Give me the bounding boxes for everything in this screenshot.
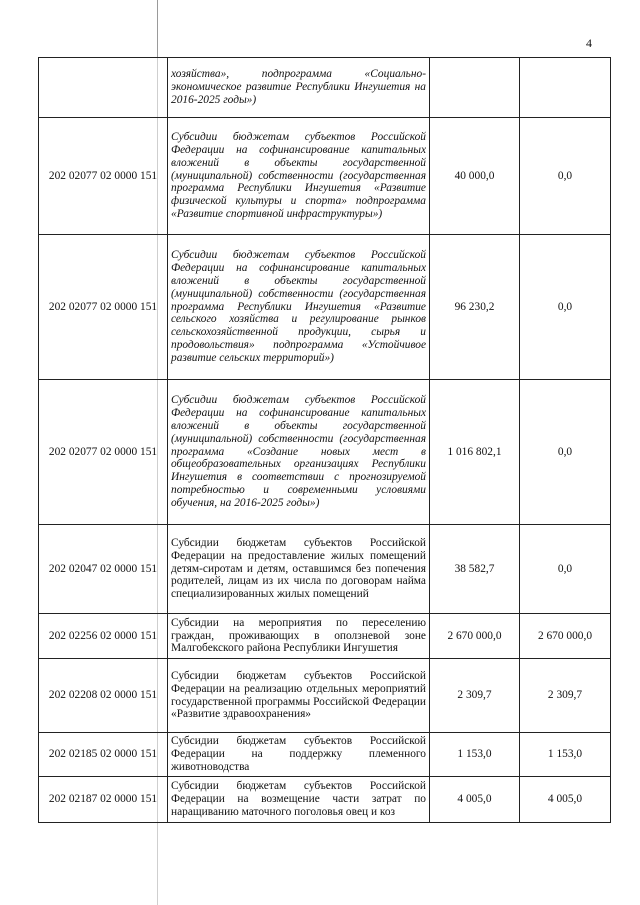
amount-cell-2: 0,0 (520, 380, 611, 525)
budget-code-cell: 202 02077 02 0000 151 (39, 380, 168, 525)
page-number: 4 (586, 36, 592, 50)
amount-cell-2: 2 670 000,0 (520, 614, 611, 659)
amount-cell-2: 4 005,0 (520, 777, 611, 823)
budget-code-cell: 202 02077 02 0000 151 (39, 118, 168, 235)
budget-code-cell: 202 02208 02 0000 151 (39, 659, 168, 733)
table-row (39, 235, 611, 380)
amount-cell-1: 40 000,0 (430, 118, 520, 235)
scan-fold-line-top (157, 0, 158, 57)
description-cell: Субсидии бюджетам субъектов Российской Федерации на предоставление жилых помещений детям-сиротам и детям, оставшимся без попечения родителей, лицам из их числа по договорам найма специализированных жилых помещений (168, 525, 430, 614)
table-row (39, 777, 611, 823)
budget-table (38, 57, 611, 823)
amount-cell-2: 0,0 (520, 525, 611, 614)
budget-code-cell: 202 02256 02 0000 151 (39, 614, 168, 659)
description-cell: Субсидии бюджетам субъектов Российской Федерации на реализацию отдельных мероприятий государственной программы Российской Федерации «Развитие здравоохранения» (168, 659, 430, 733)
amount-cell-1: 1 153,0 (430, 733, 520, 777)
amount-cell-2: 0,0 (520, 118, 611, 235)
budget-code-cell: 202 02185 02 0000 151 (39, 733, 168, 777)
table-row (39, 118, 611, 235)
amount-cell-1: 38 582,7 (430, 525, 520, 614)
table-row (39, 733, 611, 777)
description-cell: Субсидии бюджетам субъектов Российской Федерации на софинансирование капитальных вложений в объекты государственной (муниципальной) собственности (государственная программа Республики Ингушетия «Развитие физической культуры и спорта» подпрограмма «Развитие спортивной инфраструктуры») (168, 118, 430, 235)
description-cell: Субсидии бюджетам субъектов Российской Федерации на возмещение части затрат по наращиванию маточного поголовья овец и коз (168, 777, 430, 823)
description-cell: Субсидии на мероприятия по переселению граждан, проживающих в оползневой зоне Малгобекского района Республики Ингушетия (168, 614, 430, 659)
table-row (39, 380, 611, 525)
table-row (39, 659, 611, 733)
description-cell: хозяйства», подпрограмма «Социально-экономическое развитие Республики Ингушетия на 2016-2025 годы») (168, 58, 430, 118)
amount-cell-2: 1 153,0 (520, 733, 611, 777)
table-row (39, 614, 611, 659)
amount-cell-1: 2 670 000,0 (430, 614, 520, 659)
amount-cell-1: 96 230,2 (430, 235, 520, 380)
amount-cell-2: 0,0 (520, 235, 611, 380)
budget-code-cell: 202 02047 02 0000 151 (39, 525, 168, 614)
amount-cell-1: 1 016 802,1 (430, 380, 520, 525)
amount-cell-2 (520, 58, 611, 118)
amount-cell-2: 2 309,7 (520, 659, 611, 733)
amount-cell-1 (430, 58, 520, 118)
budget-code-cell (39, 58, 168, 118)
budget-code-cell: 202 02077 02 0000 151 (39, 235, 168, 380)
description-cell: Субсидии бюджетам субъектов Российской Федерации на софинансирование капитальных вложений в объекты государственной (муниципальной) собственности (государственная программа Республики Ингушетия «Развитие сельского хозяйства и регулирование рынков сельскохозяйственной продукции, сырья и продовольствия» подпрограмма «Устойчивое развитие сельских территорий») (168, 235, 430, 380)
table-row (39, 58, 611, 118)
description-cell: Субсидии бюджетам субъектов Российской Федерации на софинансирование капитальных вложений в объекты государственной (муниципальной) собственности (государственная программа «Создание новых мест в общеобразовательных организациях Республики Ингушетия в соответствии с прогнозируемой потребностью и современными условиями обучения, на 2016-2025 годы») (168, 380, 430, 525)
table-row (39, 525, 611, 614)
amount-cell-1: 4 005,0 (430, 777, 520, 823)
budget-code-cell: 202 02187 02 0000 151 (39, 777, 168, 823)
amount-cell-1: 2 309,7 (430, 659, 520, 733)
description-cell: Субсидии бюджетам субъектов Российской Федерации на поддержку племенного животноводства (168, 733, 430, 777)
